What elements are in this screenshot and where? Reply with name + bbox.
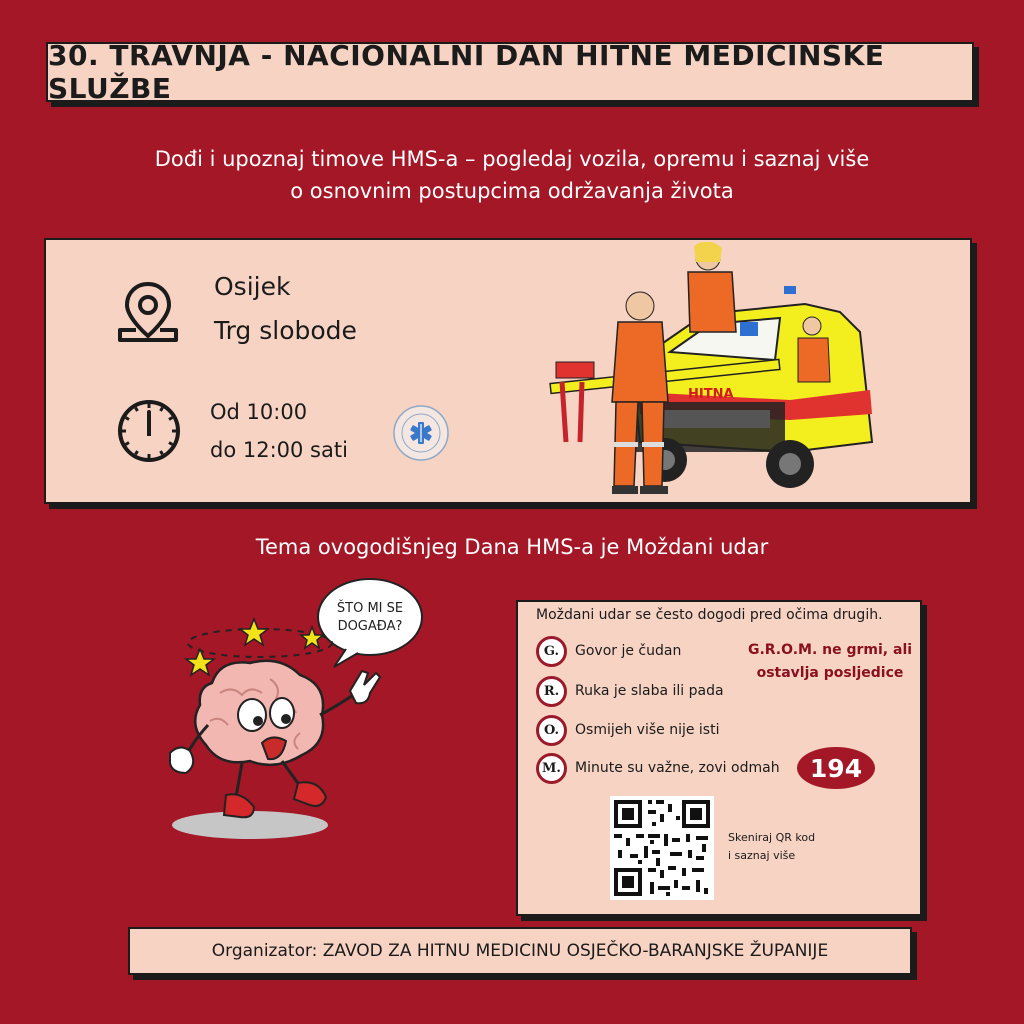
grom-item-text: Minute su važne, zovi odmah — [575, 760, 780, 776]
speech-bubble — [318, 579, 422, 667]
qr-caption — [728, 829, 815, 865]
grom-slogan-line-2: ostavlja posljedice — [756, 665, 904, 681]
grom-letter-badge: O. — [536, 715, 567, 746]
event-time-to: do 12:00 sati — [210, 438, 348, 462]
page-title: 30. TRAVNJA - NACIONALNI DAN HITNE MEDICINSKE SLUŽBE — [48, 39, 885, 105]
theme-text: Tema ovogodišnjeg Dana HMS-a je Moždani udar — [255, 535, 769, 559]
emergency-number-badge: 194 — [797, 747, 875, 789]
grom-item-text: Osmijeh više nije isti — [575, 722, 720, 738]
location-pin-icon — [114, 278, 182, 346]
ambulance-vehicle — [635, 286, 872, 488]
speech-line-1: ŠTO MI SE — [336, 601, 404, 616]
event-place: Trg slobode — [214, 316, 357, 345]
confused-brain-cartoon — [150, 575, 450, 850]
qr-caption-line-2: i saznaj više — [728, 849, 796, 862]
organizer-text: Organizator: ZAVOD ZA HITNU MEDICINU OSJEČKO-BARANJSKE ŽUPANIJE — [211, 941, 829, 961]
grom-item-text: Govor je čudan — [575, 643, 682, 659]
event-city: Osijek — [214, 272, 291, 301]
paramedic-figure — [612, 292, 668, 494]
grom-item — [536, 636, 681, 666]
grom-slogan-line-1: G.R.O.M. ne grmi, ali — [747, 642, 913, 658]
grom-slogan — [744, 639, 916, 685]
subtitle-line-1: Dođi i upoznaj timove HMS-a – pogledaj vozila, opremu i saznaj više — [154, 147, 870, 171]
speech-line-2: DOGAĐA? — [337, 619, 403, 634]
organization-seal-logo — [392, 404, 450, 462]
subtitle-line-2: o osnovnim postupcima održavanja života — [290, 179, 734, 203]
ambulance-label: HITNA — [688, 387, 734, 402]
grom-item — [536, 753, 780, 783]
organizer-banner — [128, 927, 912, 975]
grom-item — [536, 715, 719, 745]
grom-item-text: Ruka je slaba ili pada — [575, 683, 724, 699]
ambulance-illustration — [540, 242, 880, 500]
qr-caption-line-1: Skeniraj QR kod — [728, 831, 816, 844]
title-banner — [46, 39, 974, 105]
grom-letter-badge: M. — [536, 753, 567, 784]
qr-code[interactable] — [610, 796, 714, 900]
grom-letter-badge: G. — [536, 636, 567, 667]
clock-icon — [116, 398, 182, 464]
event-time-from: Od 10:00 — [210, 400, 308, 424]
paramedic-figure — [688, 242, 736, 332]
grom-letter-badge: R. — [536, 676, 567, 707]
grom-item — [536, 676, 724, 706]
stroke-intro-text: Moždani udar se često dogodi pred očima drugih. — [536, 607, 883, 623]
